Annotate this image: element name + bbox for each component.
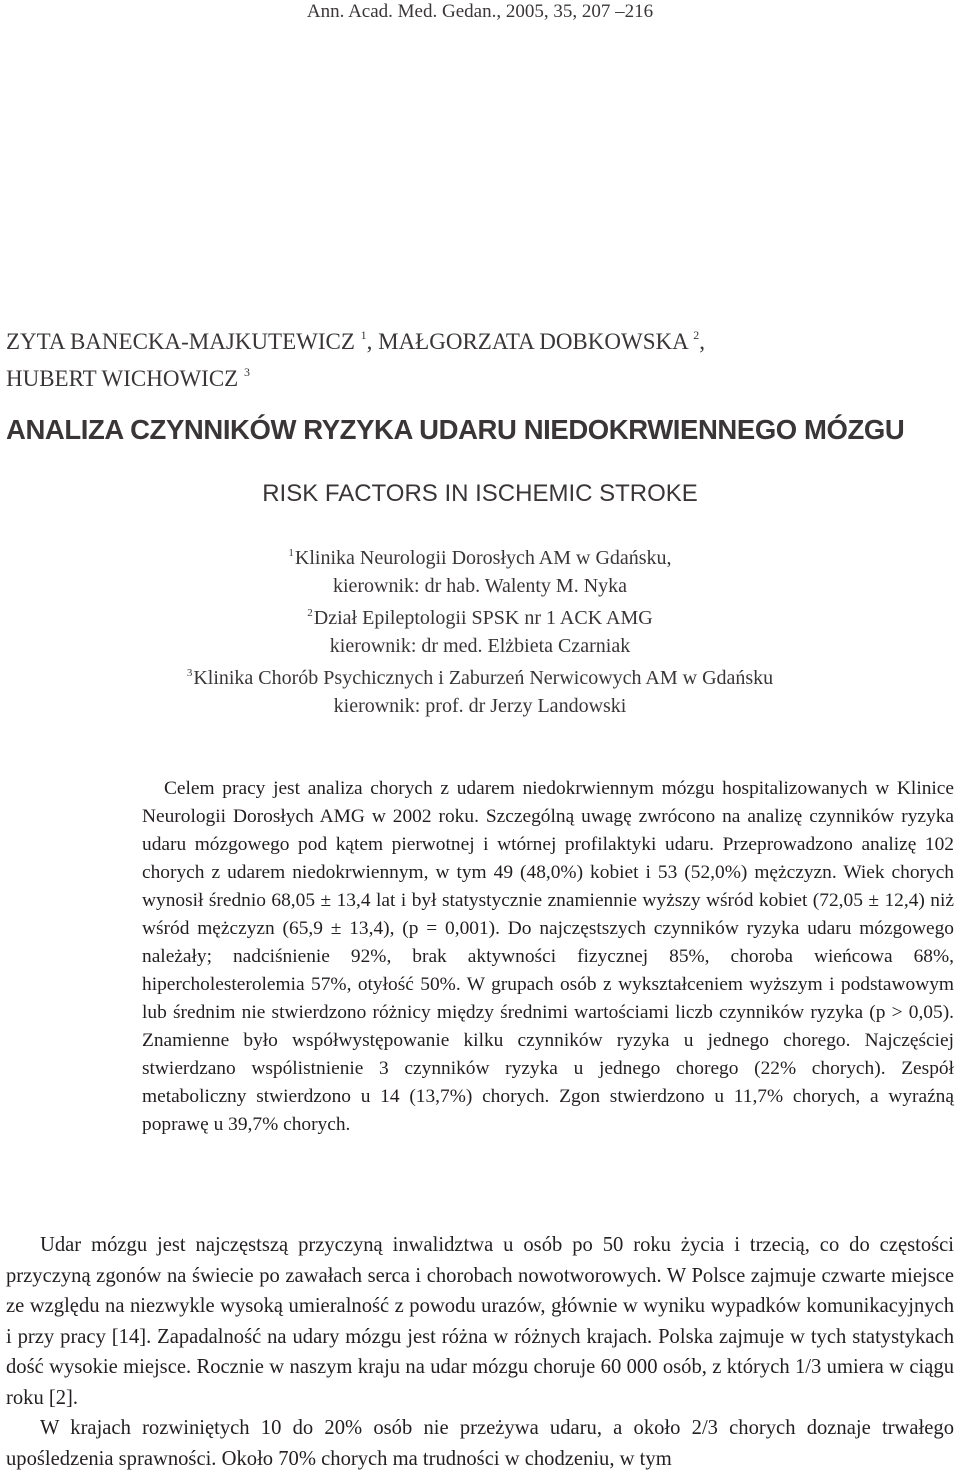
affiliation-unit: $^2$Dział Epileptologii SPSK nr 1 ACK AMG	[307, 607, 653, 630]
affiliation-head: kierownik: prof. dr Jerzy Landowski	[333, 694, 627, 717]
author-list	[6, 320, 956, 394]
paper-title-english: RISK FACTORS IN ISCHEMIC STROKE	[262, 480, 698, 507]
body-paragraph: Udar mózgu jest najczęstszą przyczyną inwalidztwa u osób po 50 roku życia i trzecią, co do częstości przyczyną zgonów na świecie po zawałach serca i chorobach nowotworowych. W Polsce zajmuje czwarte miejsce ze względu na niezwykle wysoką umieralność z powodu urazów, głównie w wyniku wypadków komunikacyjnych i przy pracy [14]. Zapadalność na udary mózgu jest różna w różnych krajach. Polska zajmuje w tych statystykach dość wysokie miejsce. Rocznie w naszym kraju na udar mózgu choruje 60 000 osób, z których 1/3 umiera w ciągu roku [2].	[6, 1234, 954, 1409]
affiliation-head: kierownik: dr hab. Walenty M. Nyka	[332, 574, 628, 597]
body-text	[6, 1230, 954, 1474]
affiliation-number: 3	[186, 667, 193, 680]
affiliation-number: 1	[288, 547, 294, 559]
author-name: MAŁGORZATA DOBKOWSKA	[378, 329, 688, 354]
abstract-paragraph: Celem pracy jest analiza chorych z udarem niedokrwiennym mózgu hospitalizowanych w Klinice Neurologii Dorosłych AMG w 2002 roku. Szczególną uwagę zwrócono na analizę czynników ryzyka udaru mózgowego pod kątem pierwotnej i wtórnej profilaktyki udaru. Przeprowadzono analizę 102 chorych z udarem niedokrwiennym, w tym 49 (48,0%) kobiet i 53 (52,0%) mężczyzn. Wiek chorych wynosił średnio 68,05 ± 13,4 lat i był statystycznie znamiennie wyższy wśród kobiet (72,05 ± 12,4) niż wśród mężczyzn (65,9 ± 13,4), (p = 0,001). Do najczęstszych czynników ryzyka udaru mózgowego należały; nadciśnienie 92%, brak aktywności fizycznej 85%, choroba wieńcowa 68%, hipercholesterolemia 57%, otyłość 50%. W grupach osób z wykształceniem wyższym i podstawowym lub średnim nie stwierdzono różnicy między średnimi wartościami liczb czynników ryzyka (p > 0,05). Znamienne było współwystępowanie kilku czynników ryzyka u jednego chorego. Najczęściej stwierdzano wspólistnienie 3 czynników ryzyka u jednego chorego (22% chorych). Zespół metaboliczny stwierdzono u 14 (13,7%) chorych. Zgon stwierdzono u 11,7% chorych, a wyraźną poprawę u 39,7% chorych.	[142, 778, 954, 1135]
affiliation-unit: $^3$Klinika Chorób Psychicznych i Zaburzeń Nerwicowych AM w Gdańsku	[186, 667, 774, 690]
journal-reference: Ann. Acad. Med. Gedan., 2005, 35, 207 –216	[306, 1, 654, 22]
affiliation-unit: $^1$Klinika Neurologii Dorosłych AM w Gdańsku,	[288, 547, 672, 569]
author-separator: ,	[699, 329, 705, 354]
author-affiliation-mark: 1	[360, 328, 367, 342]
author-affiliation-mark: 2	[693, 328, 700, 342]
paper-title-polish: ANALIZA CZYNNIKÓW RYZYKA UDARU NIEDOKRWIENNEGO MÓZGU	[6, 414, 905, 445]
author-separator: ,	[366, 329, 379, 354]
author-name: ZYTA BANECKA-MAJKUTEWICZ	[6, 329, 355, 354]
body-paragraph: W krajach rozwiniętych 10 do 20% osób nie przeżywa udaru, a około 2/3 chorych doznaje trwałego upośledzenia sprawności. Około 70% chorych ma trudności w chodzeniu, w tym	[6, 1417, 954, 1470]
author-name: HUBERT WICHOWICZ	[6, 366, 239, 391]
affiliation-list	[0, 540, 960, 721]
affiliation-head: kierownik: dr med. Elżbieta Czarniak	[329, 634, 631, 657]
affiliation-number: 2	[307, 607, 313, 620]
author-affiliation-mark: 3	[243, 365, 250, 379]
